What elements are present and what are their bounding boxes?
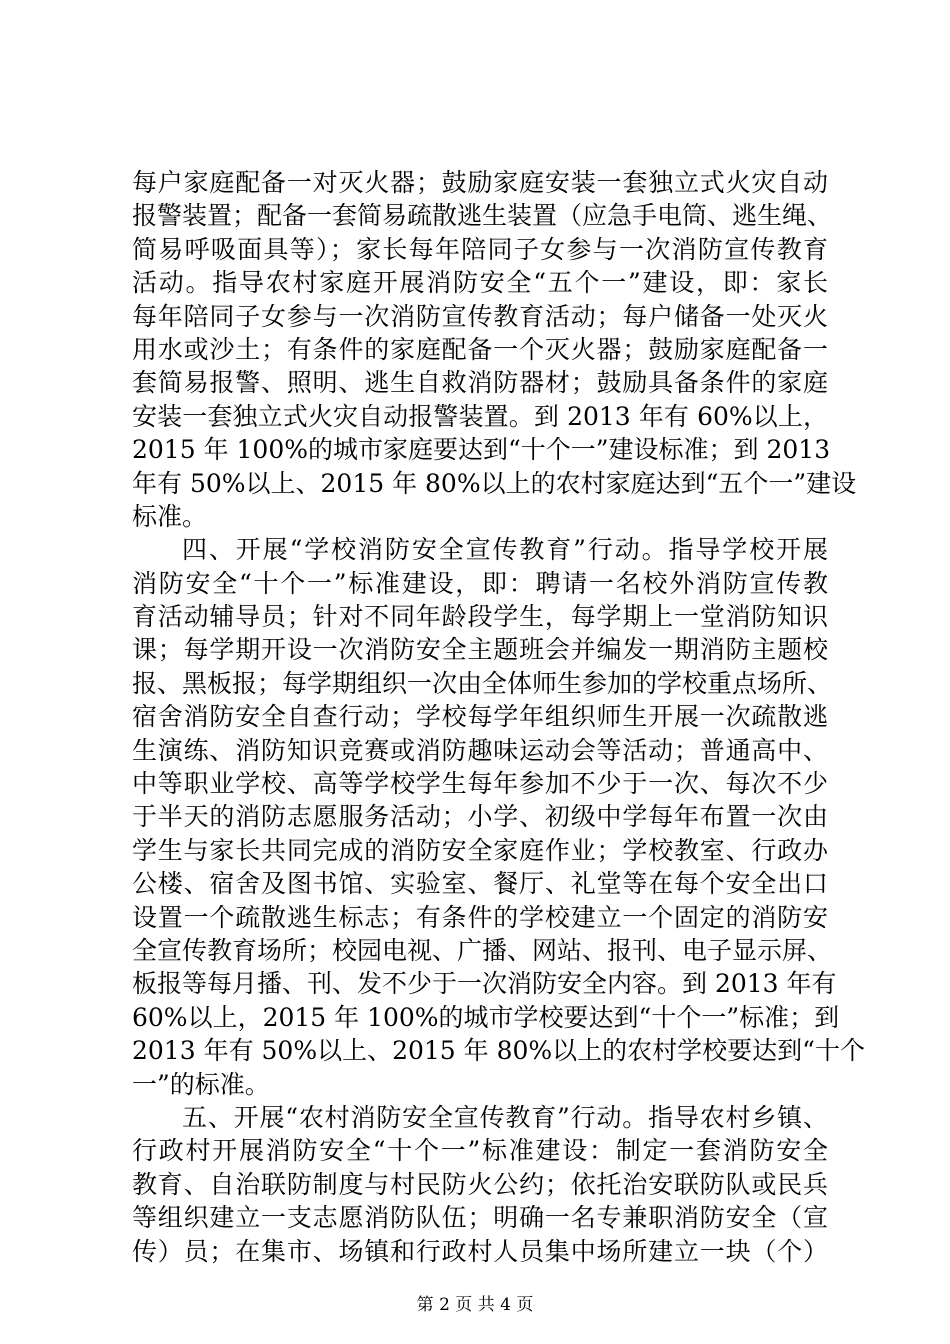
text-line: 行政村开展消防安全“十个一”标准建设：制定一套消防安全: [132, 1136, 828, 1166]
text-line: 每户家庭配备一对灭火器；鼓励家庭安装一套独立式火灾自动: [132, 168, 828, 197]
text-line: 公楼、宿舍及图书馆、实验室、餐厅、礼堂等在每个安全出口: [132, 869, 828, 899]
body-text: [132, 166, 865, 1268]
paragraph-start-line: 四、开展“学校消防安全宣传教育”行动。指导学校开展: [182, 535, 828, 565]
text-line: 宿舍消防安全自查行动；学校每学年组织师生开展一次疏散逃: [132, 702, 828, 732]
text-line: 每年陪同子女参与一次消防宣传教育活动；每户储备一处灭火: [132, 301, 828, 331]
text-line: 年有 50%以上、2015 年 80%以上的农村家庭达到“五个一”建设: [132, 468, 857, 498]
text-line: 标准。: [132, 501, 208, 531]
text-line: 报警装置；配备一套简易疏散逃生装置（应急手电筒、逃生绳、: [132, 201, 833, 231]
text-line: 生演练、消防知识竞赛或消防趣味运动会等活动；普通高中、: [132, 735, 828, 765]
text-line: 等组织建立一支志愿消防队伍；明确一名专兼职消防安全（宣: [132, 1203, 828, 1233]
text-line: 传）员；在集市、场镇和行政村人员集中场所建立一块（个）: [132, 1236, 828, 1266]
text-line: 育活动辅导员；针对不同年龄段学生，每学期上一堂消防知识: [132, 602, 828, 632]
text-line: 全宣传教育场所；校园电视、广播、网站、报刊、电子显示屏、: [132, 935, 833, 965]
paragraph-start-line: 五、开展“农村消防安全宣传教育”行动。指导农村乡镇、: [182, 1102, 828, 1132]
text-line: 套简易报警、照明、逃生自救消防器材；鼓励具备条件的家庭: [132, 368, 828, 398]
text-line: 用水或沙土；有条件的家庭配备一个灭火器；鼓励家庭配备一: [132, 334, 828, 364]
text-line: 简易呼吸面具等）；家长每年陪同子女参与一次消防宣传教育: [132, 234, 828, 264]
text-line: 板报等每月播、刊、发不少于一次消防安全内容。到 2013 年有: [132, 969, 837, 999]
text-line: 一”的标准。: [132, 1069, 270, 1099]
text-line: 教育、自治联防制度与村民防火公约；依托治安联防队或民兵: [132, 1169, 828, 1199]
text-line: 消防安全“十个一”标准建设，即：聘请一名校外消防宣传教: [132, 568, 828, 598]
text-line: 2015 年 100%的城市家庭要达到“十个一”建设标准；到 2013: [132, 435, 831, 465]
text-line: 2013 年有 50%以上、2015 年 80%以上的农村学校要达到“十个: [132, 1036, 865, 1066]
text-line: 学生与家长共同完成的消防安全家庭作业；学校教室、行政办: [132, 835, 828, 865]
text-line: 报、黑板报；每学期组织一次由全体师生参加的学校重点场所、: [132, 668, 833, 698]
text-line: 于半天的消防志愿服务活动；小学、初级中学每年布置一次由: [132, 802, 828, 832]
text-line: 中等职业学校、高等学校学生每年参加不少于一次、每次不少: [132, 769, 828, 799]
text-line: 60%以上，2015 年 100%的城市学校要达到“十个一”标准；到: [132, 1002, 840, 1032]
text-line: 安装一套独立式火灾自动报警装置。到 2013 年有 60%以上，: [132, 401, 828, 431]
text-line: 设置一个疏散逃生标志；有条件的学校建立一个固定的消防安: [132, 902, 828, 932]
text-line: 课；每学期开设一次消防安全主题班会并编发一期消防主题校: [132, 635, 828, 665]
page-number-footer: 第 2 页 共 4 页: [416, 1295, 534, 1315]
text-line: 活动。指导农村家庭开展消防安全“五个一”建设，即：家长: [132, 268, 828, 298]
